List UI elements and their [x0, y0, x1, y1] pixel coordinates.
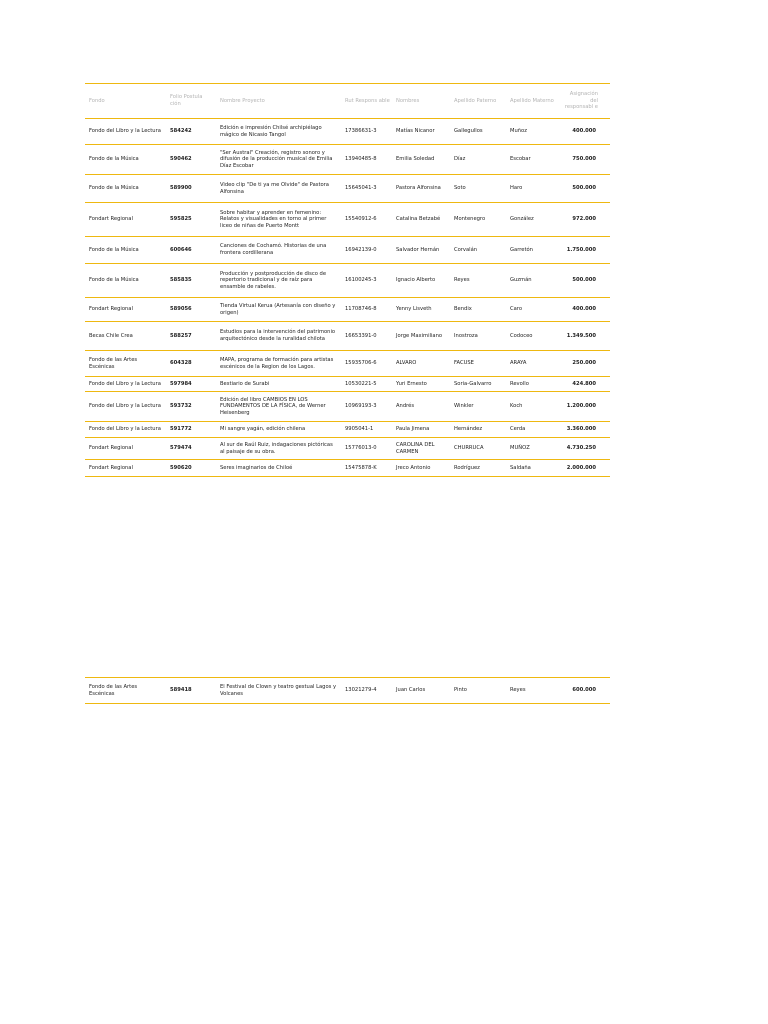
cell-nombres: ALVARO — [396, 360, 417, 367]
cell-nombres: Catalina Betzabé — [396, 216, 441, 223]
cell-asignacion: 1.349.500 — [566, 332, 596, 339]
cell-fondo: Fondo de la Música — [89, 246, 139, 253]
cell-asignacion: 400.000 — [572, 128, 596, 135]
cell-apellido-paterno: FACUSE — [454, 360, 474, 367]
cell-folio: 595825 — [170, 216, 192, 223]
cell-fondo: Fondart Regional — [89, 306, 133, 313]
table-row — [85, 145, 610, 175]
cell-nombres: Yuri Ernesto — [396, 380, 427, 387]
cell-apellido-materno: Escobar — [510, 156, 531, 163]
cell-apellido-materno: González — [510, 216, 534, 223]
cell-proyecto: Video clip "De ti ya me Olvide" de Pastora Alfonsina — [220, 181, 329, 195]
cell-fondo: Fondo del Libro y la Lectura — [89, 380, 161, 387]
cell-folio: 588257 — [170, 332, 192, 339]
cell-proyecto: MAPA, programa de formación para artistas escénicos de la Region de los Lagos. — [220, 356, 334, 370]
cell-rut: 10969193-3 — [345, 403, 377, 410]
cell-asignacion: 972.000 — [572, 216, 596, 223]
cell-apellido-materno: Caro — [510, 306, 522, 313]
cell-rut: 15645041-3 — [345, 185, 377, 192]
cell-rut: 13940485-8 — [345, 156, 377, 163]
cell-asignacion: 750.000 — [572, 156, 596, 163]
header-nombres: Nombres — [396, 97, 420, 104]
cell-asignacion: 500.000 — [572, 277, 596, 284]
cell-nombres: Paula Jimena — [396, 426, 430, 433]
cell-nombres: Matías Nicanor — [396, 128, 435, 135]
cell-proyecto: "Ser Austral" Creación, registro sonoro y difusión de la producción musical de Emilia Díaz Escobar — [220, 149, 333, 169]
cell-asignacion: 1.750.000 — [566, 246, 596, 253]
header-proyecto: Nombre Proyecto — [220, 97, 265, 104]
assignments-table-continuation — [85, 677, 610, 704]
cell-folio: 589900 — [170, 185, 192, 192]
cell-apellido-materno: Muñoz — [510, 128, 527, 135]
cell-rut: 15540912-6 — [345, 216, 377, 223]
cell-folio: 590462 — [170, 156, 192, 163]
cell-fondo: Fondo de la Música — [89, 185, 139, 192]
cell-asignacion: 600.000 — [572, 687, 596, 694]
cell-apellido-materno: Haro — [510, 185, 523, 192]
cell-rut: 16653391-0 — [345, 332, 377, 339]
cell-nombres: Ignacio Alberto — [396, 277, 436, 284]
table-row — [85, 460, 610, 477]
table-row — [85, 322, 610, 351]
cell-apellido-paterno: Reyes — [454, 277, 470, 284]
cell-folio: 604328 — [170, 360, 192, 367]
table-row — [85, 377, 610, 392]
cell-apellido-paterno: Inostroza — [454, 332, 478, 339]
cell-fondo: Fondart Regional — [89, 216, 133, 223]
cell-proyecto: Canciones de Cochamó. Historias de una frontera cordillerana — [220, 243, 327, 256]
cell-asignacion: 1.200.000 — [566, 403, 596, 410]
cell-rut: 9905041-1 — [345, 426, 374, 433]
cell-asignacion: 3.360.000 — [566, 426, 596, 433]
table-row — [85, 438, 610, 460]
table-row — [85, 237, 610, 264]
header-asignacion: Asignación del responsabl e — [564, 91, 598, 111]
cell-nombres: Jorge Maximiliano — [396, 332, 443, 339]
cell-nombres: Emilia Soledad — [396, 156, 435, 163]
table-header-row — [85, 84, 610, 119]
cell-asignacion: 250.000 — [572, 360, 596, 367]
cell-apellido-materno: Reyes — [510, 687, 526, 694]
cell-apellido-paterno: Hernández — [454, 426, 483, 433]
cell-apellido-materno: Garretón — [510, 246, 533, 253]
cell-proyecto: Bestiario de Surabi — [220, 380, 270, 387]
cell-rut: 16100245-3 — [345, 277, 377, 284]
table-row — [85, 264, 610, 298]
cell-nombres: Salvador Hernán — [396, 246, 440, 253]
cell-rut: 11708746-8 — [345, 306, 377, 313]
cell-fondo: Becas Chile Crea — [89, 332, 133, 339]
cell-apellido-paterno: Gallegullos — [454, 128, 483, 135]
cell-rut: 17386631-3 — [345, 128, 377, 135]
cell-nombres: Andrés — [396, 403, 415, 410]
cell-nombres: Pastora Alfonsina — [396, 185, 441, 192]
cell-folio: 591772 — [170, 426, 192, 433]
cell-folio: 584242 — [170, 128, 192, 135]
cell-proyecto: Mi sangre yagán, edición chilena — [220, 426, 306, 433]
cell-fondo: Fondart Regional — [89, 445, 133, 452]
cell-apellido-materno: Saldaña — [510, 464, 531, 471]
cell-rut: 15935706-6 — [345, 360, 377, 367]
cell-asignacion: 4.730.250 — [566, 445, 596, 452]
header-rut: Rut Respons able — [345, 97, 390, 104]
cell-apellido-materno: Koch — [510, 403, 523, 410]
table-row — [85, 298, 610, 322]
cell-fondo: Fondo del Libro y la Lectura — [89, 128, 161, 135]
assignments-table — [85, 83, 610, 477]
cell-fondo: Fondo de la Música — [89, 156, 139, 163]
cell-nombres: Yenny Lisveth — [396, 306, 432, 313]
cell-nombres: Juan Carlos — [396, 687, 426, 694]
header-apellido-materno: Apellido Materno — [510, 97, 554, 104]
cell-fondo: Fondo de las Artes Escénicas — [89, 356, 138, 370]
cell-apellido-paterno: Díaz — [454, 156, 466, 163]
cell-apellido-paterno: Soria-Galvarro — [454, 380, 492, 387]
table-row — [85, 392, 610, 422]
table-row — [85, 175, 610, 203]
cell-fondo: Fondo de las Artes Escénicas — [89, 683, 138, 697]
table-row — [85, 119, 610, 145]
cell-proyecto: Edición e impresión Chilsé archipiélago mágico de Nicasio Tangol — [220, 124, 322, 138]
cell-apellido-paterno: Soto — [454, 185, 466, 192]
cell-fondo: Fondart Regional — [89, 464, 133, 471]
cell-apellido-paterno: Montenegro — [454, 216, 486, 223]
cell-fondo: Fondo del Libro y la Lectura — [89, 426, 161, 433]
table-row — [85, 203, 610, 237]
cell-proyecto: Al sur de Raúl Ruiz, indagaciones pictóricas al paisaje de su obra. — [220, 441, 333, 455]
cell-folio: 590620 — [170, 464, 192, 471]
cell-folio: 585835 — [170, 277, 192, 284]
cell-proyecto: Tienda Virtual Kerua (Artesanía con diseño y origen) — [220, 302, 336, 316]
cell-folio: 593732 — [170, 403, 192, 410]
cell-asignacion: 500.000 — [572, 185, 596, 192]
cell-folio: 597984 — [170, 380, 192, 387]
cell-proyecto: Seres imaginarios de Chiloé — [220, 464, 293, 471]
header-fondo: Fondo — [89, 97, 105, 104]
cell-asignacion: 2.000.000 — [566, 464, 596, 471]
cell-folio: 589056 — [170, 306, 192, 313]
cell-proyecto: Sobre habitar y aprender en femenino: Relatos y visualidades en torno al primer liceo de niñas de Puerto Montt — [220, 209, 327, 229]
cell-rut: 16942139-0 — [345, 246, 377, 253]
cell-proyecto: Producción y postproducción de disco de repertorio tradicional y de raíz para ensamble de rabeles. — [220, 270, 327, 290]
cell-apellido-paterno: Winkler — [454, 403, 474, 410]
cell-apellido-materno: Codoceo — [510, 332, 533, 339]
cell-rut: 15776013-0 — [345, 445, 377, 452]
cell-nombres: CAROLINA DEL CARMEN — [396, 441, 435, 455]
cell-nombres: Jreco Antonio — [396, 464, 431, 471]
cell-apellido-materno: Guzmán — [510, 277, 532, 284]
cell-folio: 589418 — [170, 687, 192, 694]
cell-apellido-materno: Cerda — [510, 426, 526, 433]
table-row — [85, 422, 610, 438]
cell-asignacion: 400.000 — [572, 306, 596, 313]
header-apellido-paterno: Apellido Paterno — [454, 97, 497, 104]
cell-proyecto: Edición del libro CAMBIOS EN LOS FUNDAMENTOS DE LA FÍSICA, de Werner Heisenberg — [220, 396, 326, 416]
cell-proyecto: El Festival de Clown y teatro gestual Lagos y Volcanes — [220, 683, 337, 697]
cell-rut: 15475878-K — [345, 464, 377, 471]
table-row — [85, 678, 610, 704]
cell-folio: 600646 — [170, 246, 192, 253]
cell-asignacion: 424.800 — [572, 380, 596, 387]
cell-apellido-materno: Revollo — [510, 380, 529, 387]
cell-fondo: Fondo del Libro y la Lectura — [89, 403, 161, 410]
header-folio: Folio Postula ción — [170, 94, 203, 107]
cell-rut: 13021279-4 — [345, 687, 377, 694]
cell-apellido-paterno: Rodríguez — [454, 464, 480, 471]
cell-apellido-materno: MUÑOZ — [510, 445, 530, 452]
cell-apellido-materno: ARAYA — [510, 360, 527, 367]
cell-apellido-paterno: Bendix — [454, 306, 472, 313]
cell-apellido-paterno: Pinto — [454, 687, 467, 694]
table-row — [85, 351, 610, 377]
cell-proyecto: Estudios para la intervención del patrimonio arquitectónico desde la ruralidad chilota — [220, 329, 336, 342]
cell-fondo: Fondo de la Música — [89, 277, 139, 284]
cell-apellido-paterno: CHURRUCA — [454, 445, 484, 452]
cell-folio: 579474 — [170, 445, 192, 452]
cell-apellido-paterno: Corvalán — [454, 246, 478, 253]
cell-rut: 10530221-5 — [345, 380, 377, 387]
